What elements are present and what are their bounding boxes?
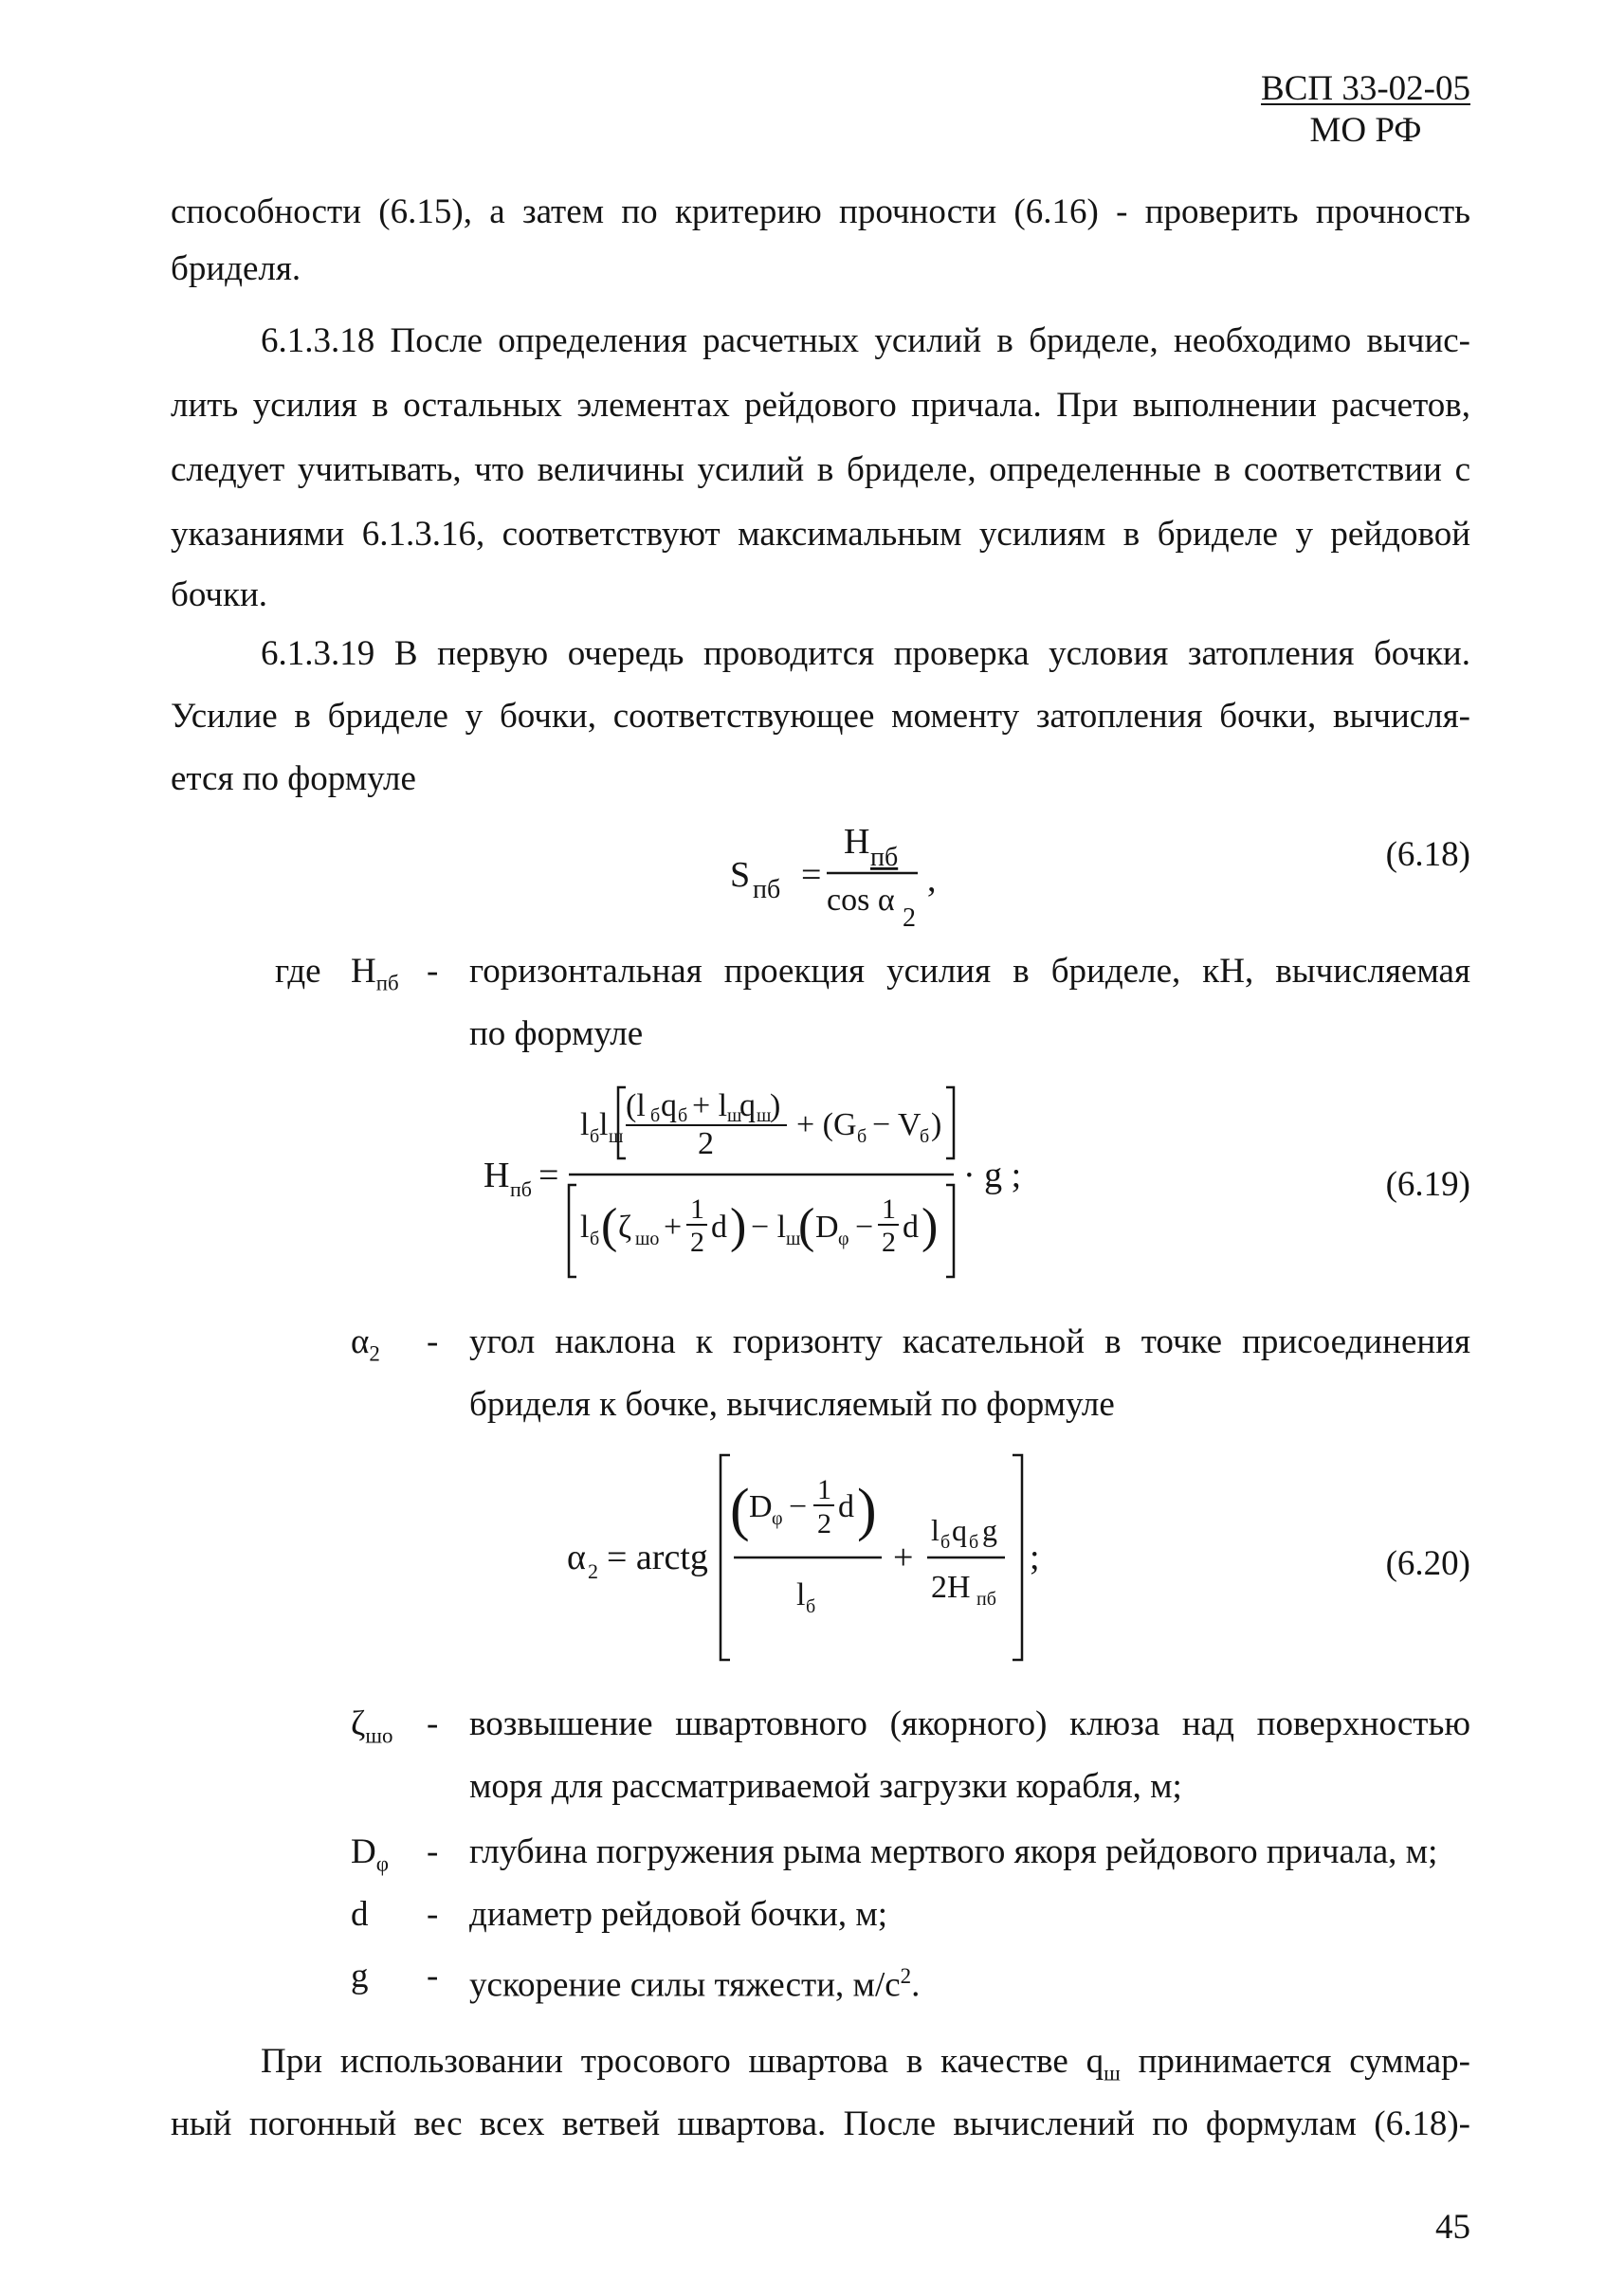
- paragraph-6-1-3-19-line: 6.1.3.19 В первую очередь проводится проверка условия затопления бочки.: [261, 634, 1470, 673]
- svg-text:−: −: [789, 1489, 808, 1524]
- eq-6-18-lhs-sub: пб: [753, 875, 781, 904]
- svg-text:1: 1: [690, 1193, 704, 1225]
- eq-6-18-den-sub: 2: [903, 903, 916, 933]
- svg-text:+ l: + l: [692, 1088, 728, 1123]
- document-header: [1261, 68, 1470, 152]
- paragraph-6-1-3-18-line: указаниями 6.1.3.16, соответствуют максимальным усилиям в бриделе у рейдовой: [171, 515, 1470, 554]
- paragraph-6-1-3-18-line: бочки.: [171, 575, 268, 614]
- svg-text:2: 2: [698, 1126, 714, 1161]
- svg-text:−: −: [855, 1210, 874, 1245]
- svg-text:α: α: [567, 1538, 586, 1577]
- svg-text:d: d: [903, 1210, 919, 1245]
- def-symbol-d: d: [351, 1895, 369, 1934]
- def-symbol-alpha: $\alpha_2$: [351, 1322, 380, 1366]
- svg-text:φ: φ: [772, 1508, 783, 1529]
- svg-text:l: l: [796, 1577, 806, 1612]
- def-symbol-H: $H_{пб}$: [351, 952, 399, 995]
- svg-text:;: ;: [1030, 1538, 1040, 1577]
- where-label: где: [275, 952, 321, 991]
- svg-text:ζ: ζ: [618, 1210, 632, 1245]
- svg-text:− l: − l: [751, 1210, 787, 1245]
- svg-text:l: l: [580, 1210, 590, 1245]
- svg-text:g: g: [982, 1513, 997, 1547]
- svg-text:l: l: [931, 1513, 940, 1547]
- svg-text:D: D: [815, 1210, 839, 1245]
- svg-text:ш: ш: [727, 1105, 742, 1126]
- svg-text:D: D: [749, 1489, 773, 1524]
- eq-6-18-num: H: [844, 822, 870, 862]
- svg-text:б: б: [940, 1532, 951, 1553]
- def-dash: -: [427, 1957, 439, 1995]
- def-symbol-g: g: [351, 1957, 369, 1995]
- svg-text:б: б: [590, 1126, 600, 1147]
- def-text-D-line: глубина погружения рыма мертвого якоря рейдового причала, м;: [469, 1832, 1438, 1871]
- svg-text:1: 1: [817, 1474, 831, 1505]
- svg-text:d: d: [711, 1210, 727, 1245]
- def-dash: -: [427, 1895, 439, 1934]
- svg-text:q: q: [739, 1088, 756, 1123]
- svg-text:φ: φ: [838, 1229, 849, 1249]
- svg-text:+ (G: + (G: [796, 1107, 857, 1142]
- eq-6-18-lhs: S: [730, 855, 751, 895]
- paragraph-6-1-3-18-line: лить усилия в остальных элементах рейдового причала. При выполнении расчетов,: [171, 386, 1470, 425]
- svg-text:2: 2: [882, 1227, 896, 1258]
- def-text-alpha-line: бриделя к бочке, вычисляемый по формуле: [469, 1385, 1115, 1424]
- equation-number-6-18: (6.18): [1385, 835, 1470, 874]
- svg-text:ш: ш: [786, 1229, 801, 1249]
- svg-text:(: (: [601, 1199, 618, 1253]
- svg-text:q: q: [952, 1513, 967, 1547]
- svg-text:ш: ш: [609, 1126, 624, 1147]
- document-org: МО РФ: [1309, 111, 1422, 150]
- closing-line: ный погонный вес всех ветвей швартова. После вычислений по формулам (6.18)-: [171, 2104, 1470, 2143]
- def-dash: -: [427, 952, 439, 991]
- def-dash: -: [427, 1832, 439, 1871]
- svg-text:H: H: [484, 1156, 510, 1195]
- svg-text:· g ;: · g ;: [963, 1156, 1022, 1195]
- svg-text:ш: ш: [757, 1105, 772, 1126]
- paragraph-6-1-3-18-line: следует учитывать, что величины усилий в бриделе, определенные в соответствии с: [171, 450, 1470, 489]
- equation-6-19: [474, 1057, 1157, 1294]
- text-line: бриделя.: [171, 249, 301, 288]
- svg-text:2: 2: [817, 1508, 831, 1539]
- def-dash: -: [427, 1704, 439, 1743]
- def-text-alpha-line: угол наклона к горизонту касательной в точке присоединения: [469, 1322, 1470, 1361]
- svg-text:б: б: [650, 1105, 661, 1126]
- svg-text:б: б: [920, 1126, 930, 1147]
- svg-text:l: l: [580, 1107, 590, 1142]
- def-text-zeta-line: возвышение швартовного (якорного) клюза над поверхностью: [469, 1704, 1470, 1743]
- svg-text:б: б: [806, 1596, 816, 1617]
- svg-text:d: d: [838, 1489, 854, 1524]
- def-text-zeta-line: моря для рассматриваемой загрузки корабля, м;: [469, 1767, 1182, 1806]
- svg-text:1: 1: [882, 1193, 896, 1225]
- equation-6-18: [721, 801, 967, 934]
- svg-text:пб: пб: [510, 1177, 532, 1201]
- def-text-H-line: по формуле: [469, 1014, 644, 1053]
- svg-text:2: 2: [588, 1559, 598, 1583]
- svg-text:): ): [857, 1478, 877, 1542]
- equation-number-6-19: (6.19): [1385, 1165, 1470, 1204]
- page-number: 45: [1435, 2208, 1470, 2247]
- document-code: ВСП 33-02-05: [1261, 69, 1470, 108]
- svg-text:l: l: [599, 1107, 609, 1142]
- paragraph-6-1-3-19-line: Усилие в бриделе у бочки, соответствующее моменту затопления бочки, вычисля-: [171, 697, 1470, 736]
- svg-text:): ): [770, 1088, 781, 1123]
- svg-text:+: +: [893, 1538, 914, 1577]
- svg-text:): ): [931, 1107, 942, 1142]
- svg-text:): ): [921, 1199, 939, 1253]
- text-line: способности (6.15), а затем по критерию прочности (6.16) - проверить прочность: [171, 192, 1470, 231]
- eq-6-18-comma: ,: [927, 860, 937, 900]
- svg-text:=: =: [538, 1156, 559, 1195]
- paragraph-6-1-3-18-line: 6.1.3.18 После определения расчетных усилий в бриделе, необходимо вычис-: [261, 321, 1470, 360]
- svg-text:б: б: [969, 1532, 979, 1553]
- svg-text:): ): [730, 1199, 747, 1253]
- def-text-d-line: диаметр рейдовой бочки, м;: [469, 1895, 888, 1934]
- def-text-H-line: горизонтальная проекция усилия в бриделе, кН, вычисляемая: [469, 952, 1470, 991]
- svg-text:б: б: [678, 1105, 688, 1126]
- equation-6-20: [559, 1446, 1090, 1673]
- svg-text:б: б: [857, 1126, 867, 1147]
- svg-text:= arctg: = arctg: [607, 1538, 708, 1577]
- def-symbol-D: $D_\varphi$: [351, 1832, 389, 1876]
- eq-6-18-num-sub: пб: [870, 843, 899, 872]
- svg-text:2: 2: [690, 1227, 704, 1258]
- svg-text:(: (: [730, 1478, 750, 1542]
- svg-text:(: (: [798, 1199, 815, 1253]
- equation-number-6-20: (6.20): [1385, 1544, 1470, 1583]
- svg-text:пб: пб: [976, 1589, 996, 1610]
- def-symbol-zeta: $\zeta_{шо}$: [351, 1704, 393, 1748]
- def-dash: -: [427, 1322, 439, 1361]
- svg-text:+: +: [664, 1210, 683, 1245]
- paragraph-6-1-3-19-line: ется по формуле: [171, 759, 416, 798]
- closing-line: При использовании тросового швартова в качестве $q_ш$ принимается суммар-: [261, 2042, 1470, 2086]
- svg-text:q: q: [661, 1088, 677, 1123]
- svg-text:=: =: [801, 855, 822, 895]
- svg-text:шо: шо: [635, 1229, 660, 1249]
- svg-text:б: б: [590, 1229, 600, 1249]
- svg-text:(l: (l: [626, 1088, 646, 1123]
- eq-6-18-den: cos α: [827, 883, 895, 918]
- svg-text:− V: − V: [872, 1107, 921, 1142]
- svg-text:2H: 2H: [931, 1570, 971, 1605]
- def-text-g-line: ускорение силы тяжести, $м/с^2$.: [469, 1964, 921, 2005]
